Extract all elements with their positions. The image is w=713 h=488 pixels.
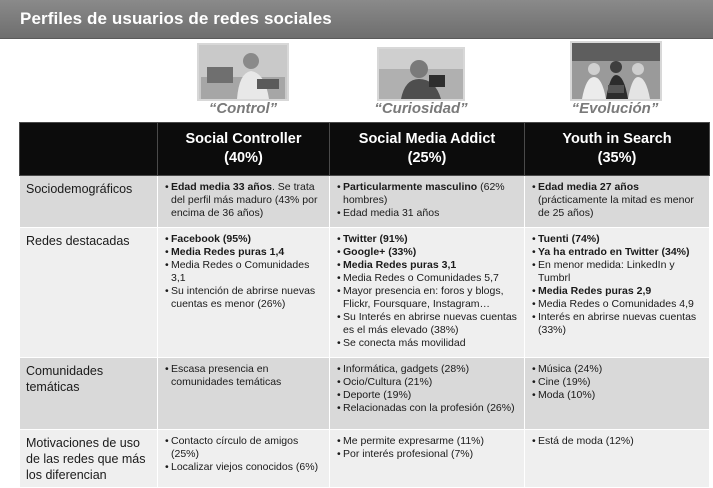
table-row	[20, 228, 710, 358]
bullet-icon: •	[532, 298, 536, 310]
curiosidad-photo	[377, 47, 465, 101]
bullet-list	[530, 363, 705, 402]
bullet-icon: •	[532, 285, 536, 297]
bullet-list	[530, 233, 705, 337]
item-text: Me permite expresarme (11%)	[343, 435, 485, 447]
column-header-social-controller	[158, 123, 330, 176]
list-item	[530, 233, 705, 246]
item-text: Media Redes o Comunidades 5,7	[343, 272, 499, 284]
item-text: Cine (19%)	[538, 376, 591, 388]
bullet-icon: •	[337, 435, 341, 447]
bullet-icon: •	[532, 311, 536, 323]
item-text: Localizar viejos conocidos (6%)	[171, 461, 319, 473]
bold-text: Edad media 33 años	[171, 181, 272, 193]
list-item	[163, 246, 325, 259]
list-item	[530, 298, 705, 311]
bullet-icon: •	[165, 435, 169, 447]
item-text: (prácticamente la mitad es menor de 25 años)	[538, 194, 694, 219]
bullet-icon: •	[337, 337, 341, 349]
list-item	[335, 376, 520, 389]
column-name: Youth in Search	[562, 131, 672, 147]
column-share: (40%)	[224, 150, 263, 166]
list-item	[530, 181, 705, 220]
list-item	[335, 259, 520, 272]
table-corner	[20, 123, 158, 176]
bullet-icon: •	[532, 389, 536, 401]
list-item	[163, 259, 325, 285]
list-item	[335, 448, 520, 461]
bullet-icon: •	[532, 435, 536, 447]
bullet-icon: •	[337, 181, 341, 193]
table-cell	[525, 176, 710, 228]
caption-control: “Control”	[208, 100, 278, 117]
item-text: Moda (10%)	[538, 389, 596, 401]
table-cell	[330, 228, 525, 358]
caption-curiosidad: “Curiosidad”	[374, 100, 468, 117]
bold-text: Facebook (95%)	[171, 233, 251, 245]
bullet-icon: •	[165, 363, 169, 375]
bullet-list	[530, 435, 705, 448]
item-text: En menor medida: LinkedIn y Tumbrl	[538, 259, 675, 284]
bold-text: Ya ha entrado en Twitter (34%)	[538, 246, 690, 258]
table-cell	[525, 358, 710, 430]
title-bar	[0, 0, 713, 39]
table-cell	[330, 430, 525, 488]
item-text: Interés en abrirse nuevas cuentas (33%)	[538, 311, 697, 336]
bullet-icon: •	[532, 259, 536, 271]
item-text: Ocio/Cultura (21%)	[343, 376, 433, 388]
evolucion-photo	[570, 41, 662, 101]
bullet-icon: •	[532, 233, 536, 245]
list-item	[530, 246, 705, 259]
item-text: Escasa presencia en comunidades temáticas	[171, 363, 282, 388]
bullet-icon: •	[165, 181, 169, 193]
bullet-icon: •	[337, 207, 341, 219]
control-photo	[197, 43, 289, 101]
bullet-icon: •	[532, 376, 536, 388]
bullet-icon: •	[337, 311, 341, 323]
list-item	[335, 337, 520, 350]
list-item	[530, 311, 705, 337]
list-item	[335, 233, 520, 246]
page-title: Perfiles de usuarios de redes sociales	[20, 9, 332, 28]
profiles-table	[19, 122, 710, 488]
column-name: Social Controller	[185, 131, 302, 147]
item-text: Deporte (19%)	[343, 389, 412, 401]
bullet-list	[335, 181, 520, 220]
item-text: Por interés profesional (7%)	[343, 448, 474, 460]
row-label: Sociodemográficos	[20, 176, 158, 228]
table-cell	[158, 228, 330, 358]
list-item	[530, 435, 705, 448]
list-item	[530, 376, 705, 389]
list-item	[163, 233, 325, 246]
table-cell	[525, 228, 710, 358]
list-item	[335, 246, 520, 259]
bullet-icon: •	[337, 376, 341, 388]
bullet-icon: •	[337, 363, 341, 375]
item-text: Edad media 31 años	[343, 207, 440, 219]
list-item	[530, 389, 705, 402]
control-photo-image	[199, 45, 287, 99]
list-item	[335, 435, 520, 448]
item-text: Está de moda (12%)	[538, 435, 634, 447]
list-item	[335, 207, 520, 220]
item-text: Se conecta más movilidad	[343, 337, 466, 349]
bullet-icon: •	[337, 402, 341, 414]
bullet-icon: •	[532, 363, 536, 375]
table-cell	[158, 430, 330, 488]
bullet-icon: •	[165, 246, 169, 258]
list-item	[335, 181, 520, 207]
list-item	[335, 285, 520, 311]
row-label: Comunidades temáticas	[20, 358, 158, 430]
table-row	[20, 358, 710, 430]
list-item	[335, 363, 520, 376]
table-row	[20, 176, 710, 228]
item-text: Informática, gadgets (28%)	[343, 363, 470, 375]
bullet-icon: •	[337, 389, 341, 401]
curiosidad-photo-image	[379, 49, 463, 99]
caption-evolucion: “Evolución”	[571, 100, 659, 117]
item-text: Su intención de abrirse nuevas cuentas es menor (26%)	[171, 285, 316, 310]
bullet-list	[163, 363, 325, 389]
list-item	[163, 435, 325, 461]
bullet-list	[335, 233, 520, 350]
list-item	[335, 402, 520, 415]
item-text: . Se trata del perfil más maduro (43% por encima de 36 años)	[171, 181, 318, 219]
list-item	[335, 311, 520, 337]
item-text: Media Redes o Comunidades 4,9	[538, 298, 694, 310]
bullet-icon: •	[337, 259, 341, 271]
bullet-icon: •	[165, 259, 169, 271]
bullet-icon: •	[165, 285, 169, 297]
list-item	[530, 285, 705, 298]
bullet-list	[163, 435, 325, 474]
bold-text: Edad media 27 años	[538, 181, 639, 193]
item-text: Relacionadas con la profesión (26%)	[343, 402, 515, 414]
table-cell	[525, 430, 710, 488]
list-item	[163, 285, 325, 311]
item-text: Mayor presencia en: foros y blogs, Flickr, Foursquare, Instagram…	[343, 285, 504, 310]
list-item	[335, 389, 520, 402]
row-label: Redes destacadas	[20, 228, 158, 358]
item-text: Contacto círculo de amigos (25%)	[171, 435, 299, 460]
bullet-icon: •	[337, 272, 341, 284]
bullet-icon: •	[165, 233, 169, 245]
list-item	[163, 461, 325, 474]
bullet-icon: •	[532, 246, 536, 258]
item-text: Su Interés en abrirse nuevas cuentas es el más elevado (38%)	[343, 311, 517, 336]
column-header-youth-in-search	[525, 123, 710, 176]
bullet-icon: •	[337, 448, 341, 460]
item-text: Media Redes o Comunidades 3,1	[171, 259, 310, 284]
list-item	[530, 259, 705, 285]
bold-text: Media Redes puras 2,9	[538, 285, 652, 297]
bold-text: Particularmente masculino	[343, 181, 478, 193]
table-cell	[158, 358, 330, 430]
table-cell	[330, 358, 525, 430]
bullet-list	[335, 435, 520, 461]
bullet-icon: •	[165, 461, 169, 473]
table-row	[20, 430, 710, 488]
table-cell	[330, 176, 525, 228]
bold-text: Media Redes puras 1,4	[171, 246, 285, 258]
bullet-icon: •	[532, 181, 536, 193]
bullet-icon: •	[337, 285, 341, 297]
list-item	[163, 363, 325, 389]
bold-text: Tuenti (74%)	[538, 233, 600, 245]
list-item	[530, 363, 705, 376]
row-label: Motivaciones de uso de las redes que más los diferencian	[20, 430, 158, 488]
bullet-list	[530, 181, 705, 220]
column-share: (35%)	[597, 150, 637, 166]
column-name: Social Media Addict	[358, 131, 496, 147]
item-text: (62% hombres)	[343, 181, 505, 206]
bold-text: Google+ (33%)	[343, 246, 417, 258]
list-item	[163, 181, 325, 220]
table-header-row	[20, 123, 710, 176]
bullet-icon: •	[337, 246, 341, 258]
bullet-icon: •	[337, 233, 341, 245]
table-cell	[158, 176, 330, 228]
bullet-list	[335, 363, 520, 415]
bold-text: Twitter (91%)	[343, 233, 408, 245]
bullet-list	[163, 233, 325, 311]
column-share: (25%)	[407, 150, 447, 166]
evolucion-photo-image	[572, 43, 660, 99]
item-text: Música (24%)	[538, 363, 603, 375]
column-header-social-media-addict	[330, 123, 525, 176]
bullet-list	[163, 181, 325, 220]
list-item	[335, 272, 520, 285]
bold-text: Media Redes puras 3,1	[343, 259, 457, 271]
